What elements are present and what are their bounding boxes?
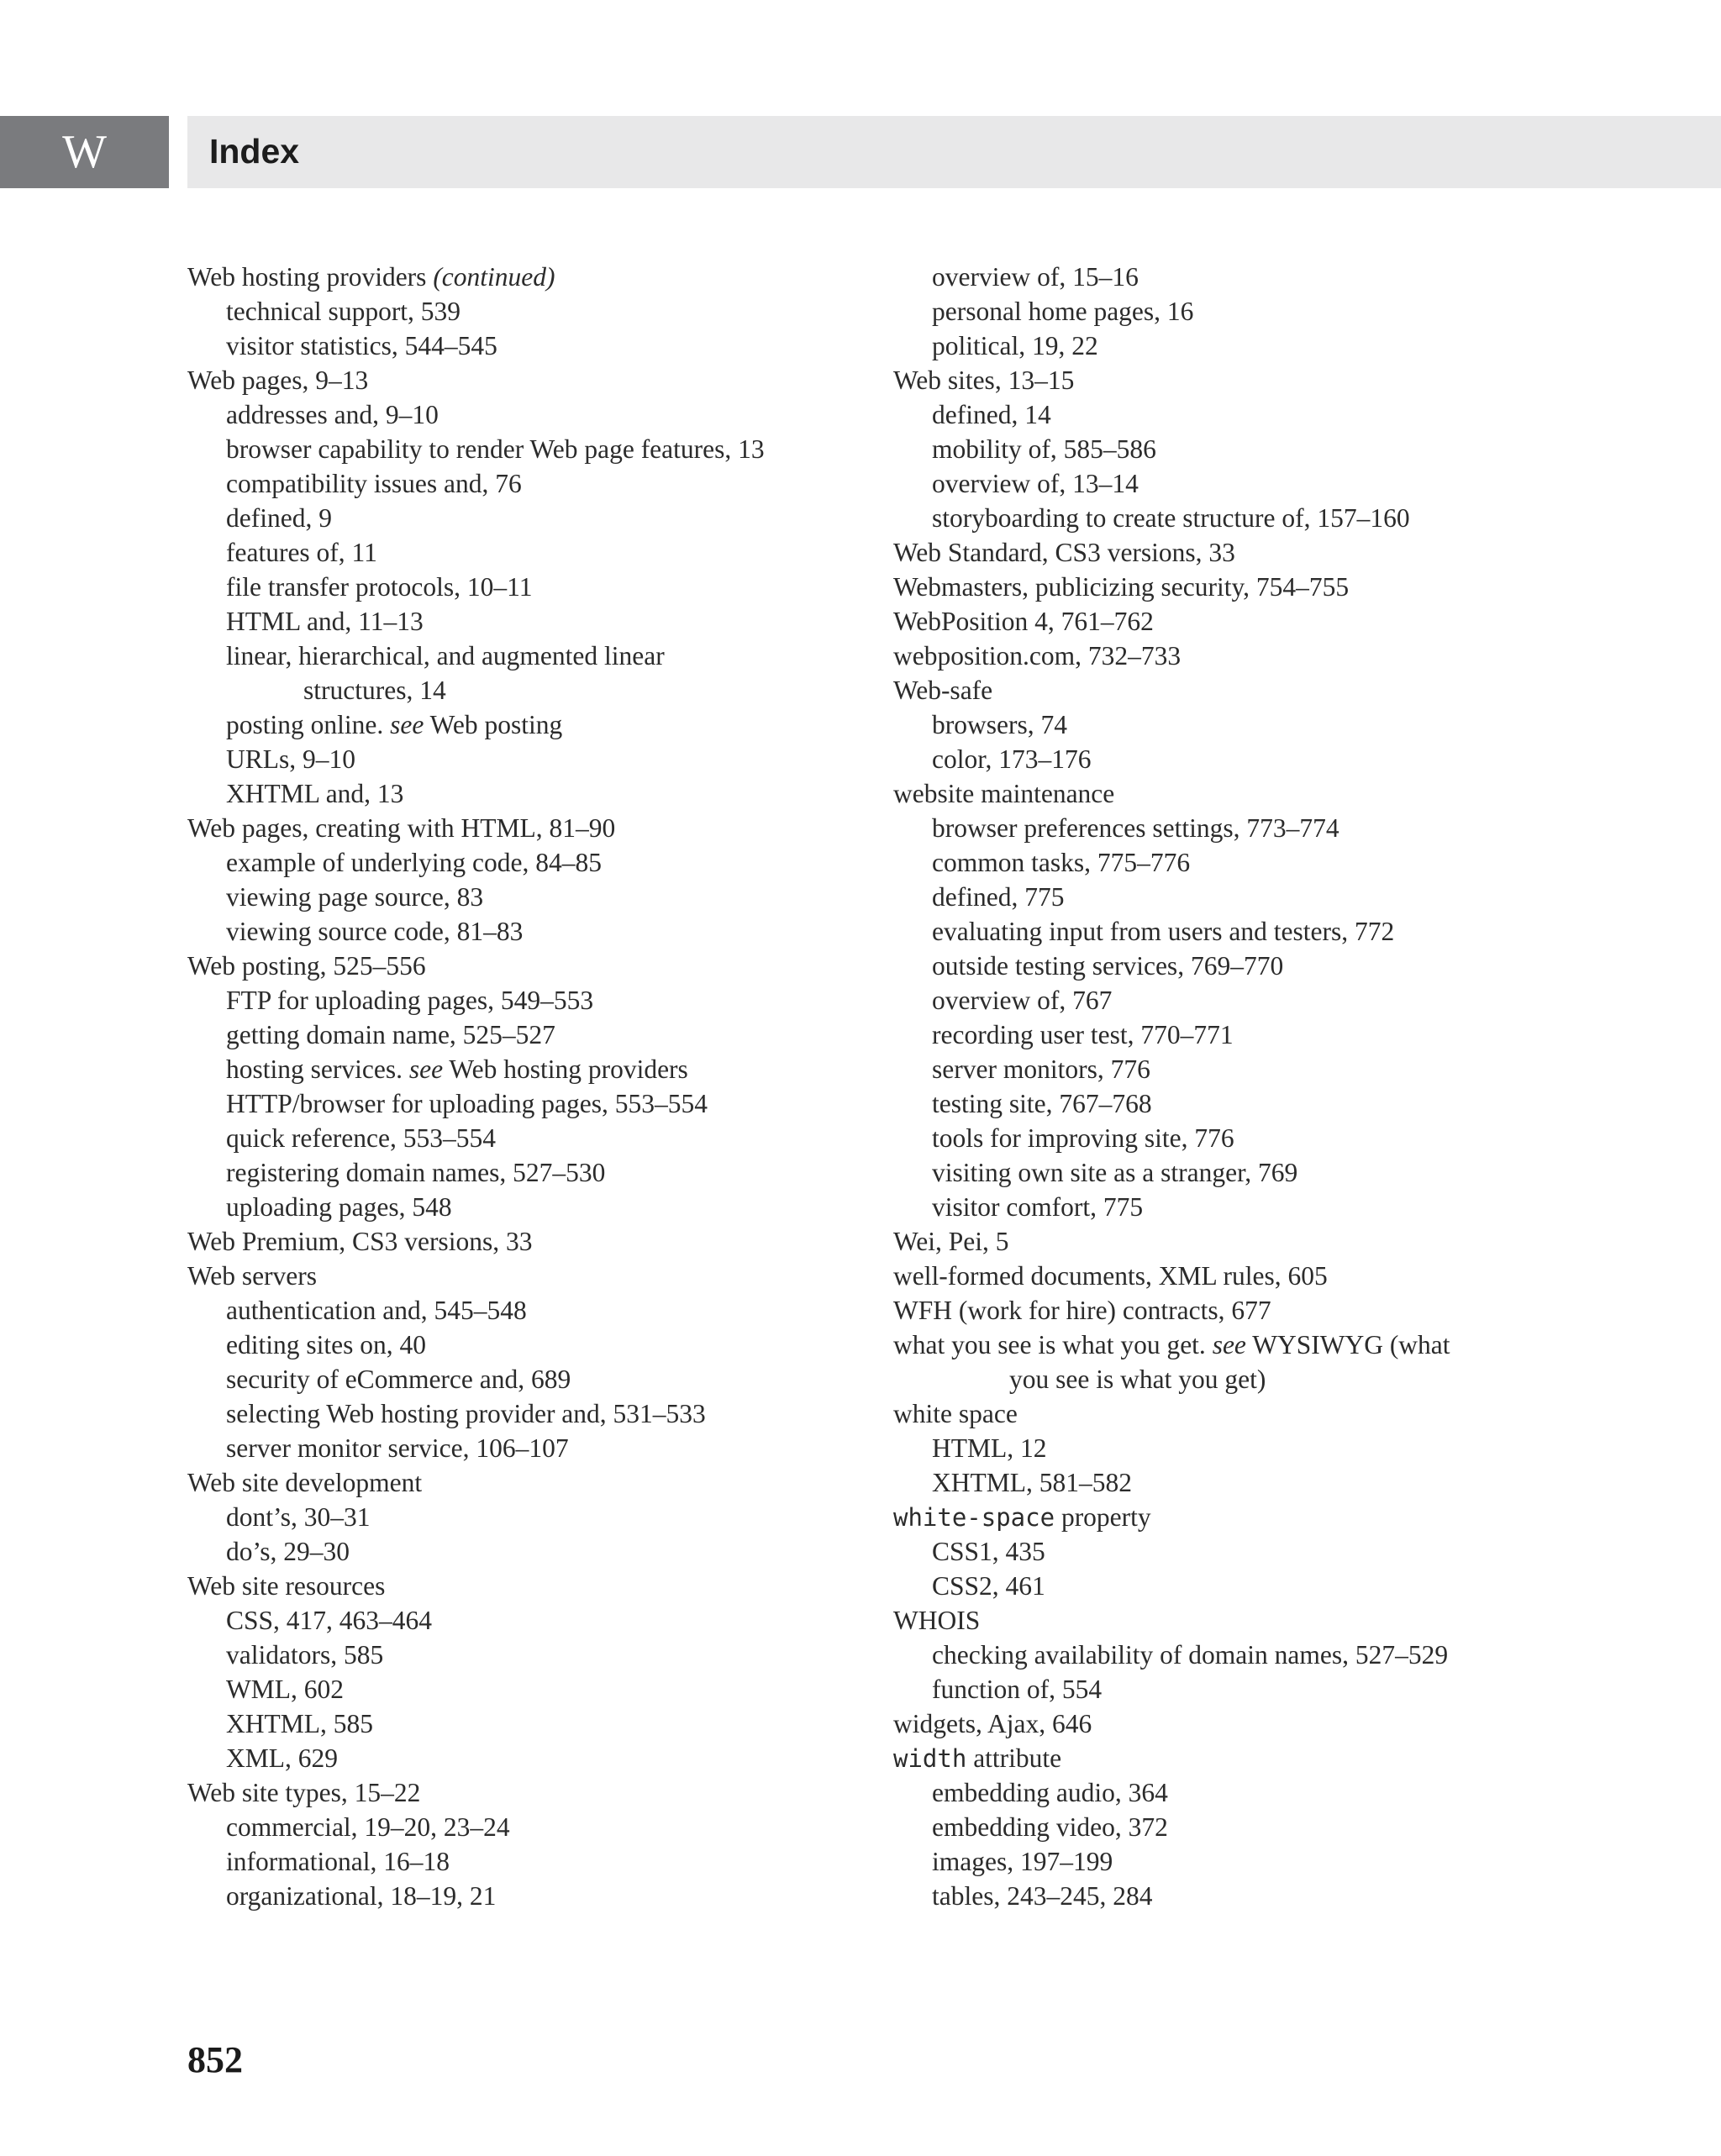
index-entry-continuation xyxy=(893,1362,1700,1396)
index-entry-text: website maintenance xyxy=(893,779,1115,808)
index-subentry xyxy=(893,1052,1700,1086)
index-subentry xyxy=(187,535,876,570)
index-entry-text: attribute xyxy=(966,1743,1062,1773)
index-entry-text: defined, 9 xyxy=(226,503,332,533)
index-entry-text: Web hosting providers xyxy=(443,1054,688,1084)
index-subentry xyxy=(187,1603,876,1638)
index-entry-text: organizational, 18–19, 21 xyxy=(226,1881,497,1911)
index-subentry xyxy=(893,260,1700,294)
index-entry-text: example of underlying code, 84–85 xyxy=(226,848,602,877)
index-entry-text: Web-safe xyxy=(893,676,993,705)
index-entry-text: storyboarding to create structure of, 157–160 xyxy=(932,503,1410,533)
index-entry-text: addresses and, 9–10 xyxy=(226,400,439,429)
index-entry-text: WML, 602 xyxy=(226,1675,344,1704)
index-subentry xyxy=(893,1465,1700,1500)
index-subentry xyxy=(187,639,876,673)
index-entry-text: defined, 14 xyxy=(932,400,1051,429)
index-entry-text: HTML, 12 xyxy=(932,1433,1047,1463)
index-subentry xyxy=(893,1155,1700,1190)
index-entry xyxy=(893,1500,1700,1534)
index-subentry xyxy=(893,501,1700,535)
index-subentry xyxy=(893,1672,1700,1706)
index-subentry xyxy=(187,1810,876,1844)
index-entry-text: outside testing services, 769–770 xyxy=(932,951,1284,981)
index-entry-text: see xyxy=(408,1054,444,1084)
index-entry-text: webposition.com, 732–733 xyxy=(893,641,1182,670)
index-entry xyxy=(187,260,876,294)
index-column-right xyxy=(893,260,1700,1913)
index-entry-text: tools for improving site, 776 xyxy=(932,1123,1234,1153)
index-entry-text: white-space xyxy=(893,1503,1055,1532)
index-entry-text: Web site types, 15–22 xyxy=(187,1778,421,1807)
index-subentry xyxy=(187,294,876,329)
header-bar xyxy=(187,116,1721,188)
index-subentry xyxy=(187,914,876,949)
index-entry xyxy=(893,1224,1700,1259)
index-entry-text: testing site, 767–768 xyxy=(932,1089,1152,1118)
index-subentry xyxy=(893,432,1700,466)
index-subentry xyxy=(187,1706,876,1741)
index-subentry xyxy=(893,1086,1700,1121)
index-entry xyxy=(893,1741,1700,1775)
index-entry-text: compatibility issues and, 76 xyxy=(226,469,522,498)
index-entry-continuation xyxy=(187,673,876,707)
index-entry-text: security of eCommerce and, 689 xyxy=(226,1365,571,1394)
index-subentry xyxy=(893,914,1700,949)
index-entry-text: embedding audio, 364 xyxy=(932,1778,1168,1807)
index-entry xyxy=(893,1706,1700,1741)
index-subentry xyxy=(893,1775,1700,1810)
index-entry-text: visitor statistics, 544–545 xyxy=(226,331,497,360)
index-entry-text: posting online. xyxy=(226,710,391,739)
index-entry-text: uploading pages, 548 xyxy=(226,1192,452,1222)
index-subentry xyxy=(187,1396,876,1431)
index-entry-text: what you see is what you get. xyxy=(893,1330,1213,1359)
index-entry xyxy=(893,604,1700,639)
index-entry-text: browser preferences settings, 773–774 xyxy=(932,813,1339,843)
index-subentry xyxy=(893,1844,1700,1879)
index-entry-text: do’s, 29–30 xyxy=(226,1537,350,1566)
index-entry-text: well-formed documents, XML rules, 605 xyxy=(893,1261,1328,1291)
index-subentry xyxy=(187,1534,876,1569)
index-subentry xyxy=(893,949,1700,983)
index-entry-text: file transfer protocols, 10–11 xyxy=(226,572,533,602)
index-entry-text: commercial, 19–20, 23–24 xyxy=(226,1812,510,1842)
index-subentry xyxy=(187,1155,876,1190)
index-entry-text: editing sites on, 40 xyxy=(226,1330,426,1359)
index-entry xyxy=(893,1396,1700,1431)
index-entry-text: Web Premium, CS3 versions, 33 xyxy=(187,1227,533,1256)
index-subentry xyxy=(893,880,1700,914)
index-subentry xyxy=(893,1569,1700,1603)
index-entry-text: overview of, 767 xyxy=(932,986,1113,1015)
index-subentry xyxy=(187,1190,876,1224)
index-subentry xyxy=(893,707,1700,742)
index-subentry xyxy=(893,294,1700,329)
index-subentry xyxy=(893,1638,1700,1672)
index-subentry xyxy=(187,1638,876,1672)
index-subentry xyxy=(187,983,876,1018)
index-subentry xyxy=(187,397,876,432)
index-entry-text: Web pages, creating with HTML, 81–90 xyxy=(187,813,616,843)
index-entry xyxy=(893,1603,1700,1638)
index-entry xyxy=(187,1259,876,1293)
index-entry-text: viewing page source, 83 xyxy=(226,882,484,912)
index-entry-text: property xyxy=(1055,1502,1151,1532)
index-subentry xyxy=(187,570,876,604)
index-entry-text: Web Standard, CS3 versions, 33 xyxy=(893,538,1235,567)
index-subentry xyxy=(893,1534,1700,1569)
index-entry xyxy=(893,639,1700,673)
index-entry-text: defined, 775 xyxy=(932,882,1065,912)
index-subentry xyxy=(187,1328,876,1362)
index-subentry xyxy=(893,983,1700,1018)
index-entry-text: CSS1, 435 xyxy=(932,1537,1045,1566)
index-entry-text: overview of, 15–16 xyxy=(932,262,1139,292)
index-entry-text: WHOIS xyxy=(893,1606,981,1635)
index-entry-text: common tasks, 775–776 xyxy=(932,848,1191,877)
index-subentry xyxy=(187,1879,876,1913)
index-subentry xyxy=(187,1431,876,1465)
index-entry-text: Web site development xyxy=(187,1468,423,1497)
index-subentry xyxy=(187,1362,876,1396)
index-subentry xyxy=(893,397,1700,432)
index-entry xyxy=(187,949,876,983)
index-entry-text: recording user test, 770–771 xyxy=(932,1020,1234,1049)
index-subentry xyxy=(893,742,1700,776)
index-entry-text: function of, 554 xyxy=(932,1675,1103,1704)
index-entry-text: browser capability to render Web page features, 13 xyxy=(226,434,765,464)
page-number: 852 xyxy=(187,2039,243,2080)
index-entry-text: validators, 585 xyxy=(226,1640,384,1670)
index-subentry xyxy=(187,1741,876,1775)
index-entry xyxy=(187,363,876,397)
index-column-left xyxy=(187,260,876,1913)
index-entry xyxy=(893,1293,1700,1328)
index-subentry xyxy=(187,742,876,776)
index-entry-text: color, 173–176 xyxy=(932,744,1092,774)
index-subentry xyxy=(187,880,876,914)
index-entry-text: personal home pages, 16 xyxy=(932,297,1194,326)
index-entry-text: overview of, 13–14 xyxy=(932,469,1139,498)
index-entry-text: evaluating input from users and testers, 772 xyxy=(932,917,1395,946)
index-entry-text: XHTML and, 13 xyxy=(226,779,404,808)
index-entry-text: HTTP/browser for uploading pages, 553–554 xyxy=(226,1089,708,1118)
index-entry-text: you see is what you get) xyxy=(1009,1365,1266,1394)
index-entry-text: Web pages, 9–13 xyxy=(187,365,369,395)
index-entry xyxy=(893,673,1700,707)
index-subentry xyxy=(893,1431,1700,1465)
index-entry-text: see xyxy=(390,710,424,739)
index-entry-text: selecting Web hosting provider and, 531–533 xyxy=(226,1399,706,1428)
index-entry-text: dont’s, 30–31 xyxy=(226,1502,371,1532)
index-entry-text: server monitors, 776 xyxy=(932,1054,1150,1084)
index-subentry xyxy=(187,466,876,501)
index-entry-text: mobility of, 585–586 xyxy=(932,434,1156,464)
index-entry-text: informational, 16–18 xyxy=(226,1847,450,1876)
index-entry xyxy=(187,1465,876,1500)
index-entry-text: registering domain names, 527–530 xyxy=(226,1158,606,1187)
index-entry-text: images, 197–199 xyxy=(932,1847,1113,1876)
index-entry-text: width xyxy=(893,1744,967,1773)
index-entry-text: FTP for uploading pages, 549–553 xyxy=(226,986,594,1015)
index-entry-text: structures, 14 xyxy=(303,676,446,705)
page-title: Index xyxy=(209,132,300,171)
index-entry-text: WYSIWYG (what xyxy=(1245,1330,1450,1359)
section-letter-tab: W xyxy=(0,116,169,188)
index-entry-text: Web servers xyxy=(187,1261,318,1291)
index-subentry xyxy=(187,1121,876,1155)
index-entry-text: visiting own site as a stranger, 769 xyxy=(932,1158,1298,1187)
index-entry-text: WFH (work for hire) contracts, 677 xyxy=(893,1296,1271,1325)
index-entry-text: XML, 629 xyxy=(226,1743,338,1773)
index-entry xyxy=(187,1224,876,1259)
index-entry-text: browsers, 74 xyxy=(932,710,1067,739)
index-entry-text: WebPosition 4, 761–762 xyxy=(893,607,1154,636)
index-entry xyxy=(187,811,876,845)
index-entry-text: XHTML, 585 xyxy=(226,1709,373,1738)
index-subentry xyxy=(187,432,876,466)
index-entry-text: features of, 11 xyxy=(226,538,377,567)
index-entry-text: HTML and, 11–13 xyxy=(226,607,424,636)
index-entry-text: Web posting, 525–556 xyxy=(187,951,426,981)
index-entry-text: widgets, Ajax, 646 xyxy=(893,1709,1092,1738)
index-subentry xyxy=(187,1052,876,1086)
index-entry-text: URLs, 9–10 xyxy=(226,744,356,774)
index-entry-text: tables, 243–245, 284 xyxy=(932,1881,1153,1911)
index-entry-text: (continued) xyxy=(433,262,555,292)
index-subentry xyxy=(187,707,876,742)
index-entry-text: CSS2, 461 xyxy=(932,1571,1045,1601)
index-subentry xyxy=(893,1018,1700,1052)
index-entry-text: Web sites, 13–15 xyxy=(893,365,1075,395)
index-subentry xyxy=(893,1810,1700,1844)
index-entry-text: quick reference, 553–554 xyxy=(226,1123,496,1153)
index-subentry xyxy=(187,1844,876,1879)
index-entry xyxy=(187,1775,876,1810)
index-entry-text: embedding video, 372 xyxy=(932,1812,1168,1842)
index-subentry xyxy=(187,1672,876,1706)
index-subentry xyxy=(187,1018,876,1052)
index-entry-text: Webmasters, publicizing security, 754–755 xyxy=(893,572,1350,602)
index-entry xyxy=(893,1328,1700,1362)
index-subentry xyxy=(893,811,1700,845)
index-subentry xyxy=(893,845,1700,880)
index-subentry xyxy=(893,466,1700,501)
index-entry-text: white space xyxy=(893,1399,1018,1428)
index-subentry xyxy=(187,501,876,535)
index-subentry xyxy=(187,1500,876,1534)
index-entry-text: visitor comfort, 775 xyxy=(932,1192,1144,1222)
index-subentry xyxy=(187,1293,876,1328)
index-entry-text: technical support, 539 xyxy=(226,297,461,326)
index-entry-text: political, 19, 22 xyxy=(932,331,1098,360)
index-entry-text: Wei, Pei, 5 xyxy=(893,1227,1009,1256)
index-subentry xyxy=(187,845,876,880)
index-entry xyxy=(893,570,1700,604)
index-entry xyxy=(187,1569,876,1603)
index-entry-text: linear, hierarchical, and augmented linear xyxy=(226,641,665,670)
index-entry-text: server monitor service, 106–107 xyxy=(226,1433,569,1463)
index-subentry xyxy=(187,776,876,811)
index-subentry xyxy=(893,1121,1700,1155)
index-entry-text: checking availability of domain names, 527–529 xyxy=(932,1640,1449,1670)
index-entry-text: Web hosting providers xyxy=(187,262,434,292)
index-subentry xyxy=(187,1086,876,1121)
index-entry-text: Web posting xyxy=(424,710,563,739)
index-entry-text: getting domain name, 525–527 xyxy=(226,1020,555,1049)
index-entry-text: see xyxy=(1212,1330,1246,1359)
index-entry-text: hosting services. xyxy=(226,1054,409,1084)
index-entry-text: viewing source code, 81–83 xyxy=(226,917,524,946)
index-subentry xyxy=(893,329,1700,363)
index-subentry xyxy=(893,1190,1700,1224)
index-entry-text: CSS, 417, 463–464 xyxy=(226,1606,433,1635)
index-entry xyxy=(893,363,1700,397)
index-entry-text: authentication and, 545–548 xyxy=(226,1296,527,1325)
index-subentry xyxy=(187,604,876,639)
index-entry-text: Web site resources xyxy=(187,1571,386,1601)
index-entry xyxy=(893,1259,1700,1293)
index-entry-text: XHTML, 581–582 xyxy=(932,1468,1132,1497)
index-subentry xyxy=(187,329,876,363)
index-entry xyxy=(893,535,1700,570)
index-entry xyxy=(893,776,1700,811)
index-subentry xyxy=(893,1879,1700,1913)
